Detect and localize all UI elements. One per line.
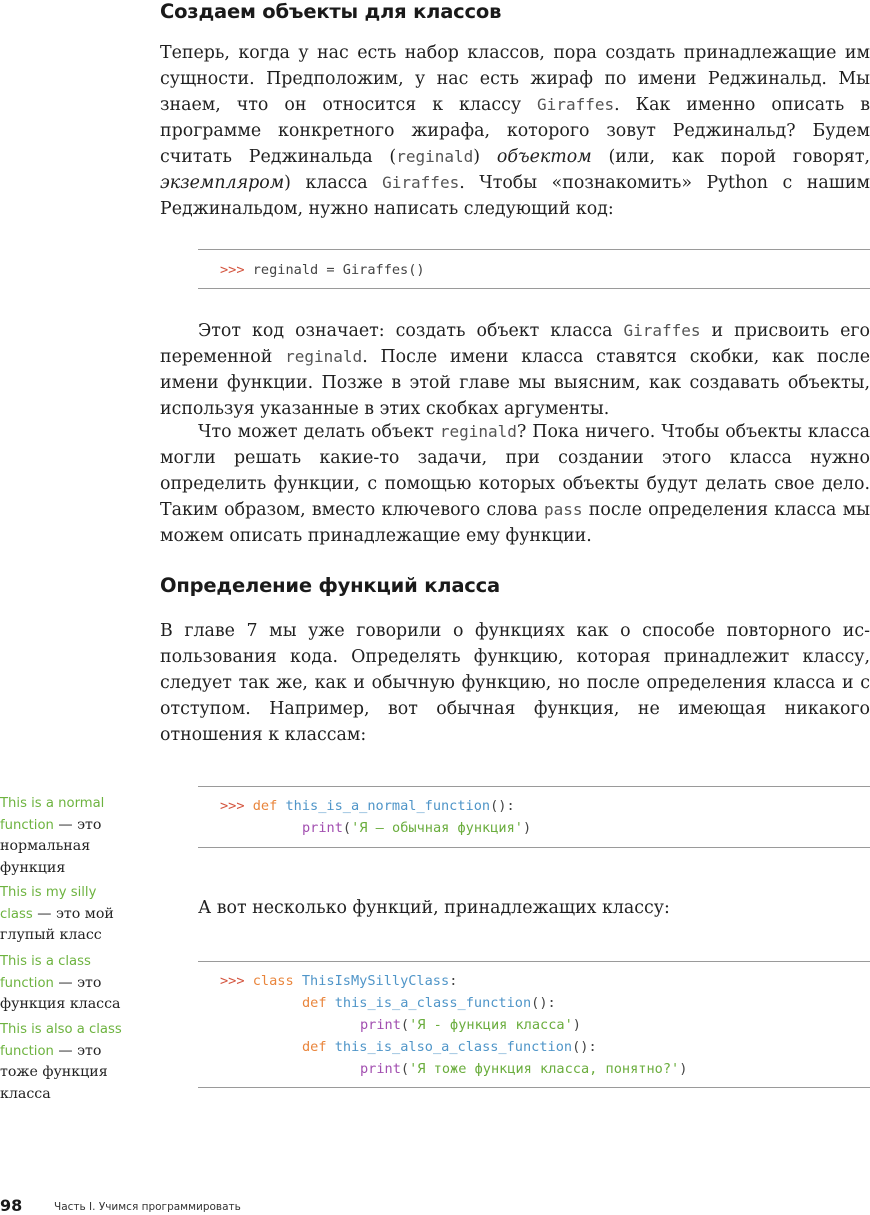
margin-note-silly-class xyxy=(0,882,128,947)
page-number: 98 xyxy=(0,1196,23,1215)
margin-note-en: This is a normal function xyxy=(0,796,105,833)
margin-note-en: This is my silly class xyxy=(0,885,97,922)
margin-note-ru: — это нормальная функция xyxy=(0,816,102,876)
emphasis: экземпляром xyxy=(160,173,285,193)
code-string: 'Я - функция класса' xyxy=(409,1017,573,1033)
code-text: ) xyxy=(679,1061,688,1077)
text: Этот код означает: создать объект класса xyxy=(198,321,624,341)
code-text: ( xyxy=(400,1061,410,1077)
code-block-bottom-rule xyxy=(198,288,870,289)
code-text: (): xyxy=(572,1039,597,1055)
code-builtin: print xyxy=(302,820,343,836)
code-text: ) xyxy=(572,1017,581,1033)
code-block-bottom-rule xyxy=(198,1087,870,1088)
code-function-name: this_is_a_normal_function xyxy=(285,798,491,814)
code-line xyxy=(220,973,457,989)
section-title-create-objects: Создаем объекты для классов xyxy=(160,0,502,23)
code-prompt: >>> xyxy=(220,262,245,278)
paragraph-functions-intro: В главе 7 мы уже говорили о функциях как о способе повторного использования кода. Определять функцию, которая принадлежит классу, следует так же, как и обычную функцию, но после определения класса и с отступом. Например, вот обычная функция, не имеющая никакого отношения к классам: xyxy=(160,621,870,745)
margin-note-also-class-function xyxy=(0,1019,128,1105)
code-text: : xyxy=(449,973,458,989)
code-line xyxy=(220,798,515,814)
margin-note-ru: — это мой глупый класс xyxy=(0,905,114,943)
text: . После имени класса ставятся скобки, как после имени функции. Позже в этой главе мы выясним, как создавать объекты, используя указанные в этих скобках аргументы. xyxy=(160,347,870,419)
code-keyword: class xyxy=(252,973,294,989)
margin-note-ru: — это тоже функция класса xyxy=(0,1042,108,1102)
code-line xyxy=(302,1039,597,1055)
paragraph-intro xyxy=(160,40,870,222)
margin-note-class-function xyxy=(0,951,128,1016)
code-builtin: print xyxy=(360,1017,401,1033)
inline-code: pass xyxy=(544,500,583,519)
margin-note-normal-function xyxy=(0,793,128,879)
code-function-name: this_is_also_a_class_function xyxy=(334,1039,573,1055)
inline-code: Giraffes xyxy=(382,173,460,192)
code-block-bottom-rule xyxy=(198,847,870,848)
inline-code: reginald xyxy=(439,422,517,441)
code-text: (): xyxy=(490,798,515,814)
code-line xyxy=(360,1061,687,1077)
code-line xyxy=(220,262,425,278)
code-keyword: def xyxy=(302,995,327,1011)
text: . Как именно описать в программе конкретного жирафа, которого зовут Реджинальд? Будем считать Реджинальда ( xyxy=(160,95,870,167)
text: и присвоить его переменной xyxy=(160,321,870,367)
code-builtin: print xyxy=(360,1061,401,1077)
code-prompt: >>> xyxy=(220,798,245,814)
text: ) класса xyxy=(284,173,383,193)
code-string: 'Я — обычная функция' xyxy=(351,820,523,836)
text: Что может делать объект xyxy=(198,422,440,442)
code-line xyxy=(302,820,531,836)
code-text: ( xyxy=(400,1017,410,1033)
text: Теперь, когда у нас есть набор классов, пора создать принадлежащие им сущности. Предположим, у нас есть жираф по имени Реджинальд. Мы знаем, что он относится к классу xyxy=(160,43,870,115)
text: ? Пока ничего. Чтобы объекты класса могли решать какие-то задачи, при создании этого класса нужно определить функции, с помощью которых объекты будут делать свое дело. Таким образом, вместо ключевого слова xyxy=(160,422,870,520)
code-function-name: ThisIsMySillyClass xyxy=(301,973,450,989)
code-block-top-rule xyxy=(198,249,870,250)
code-text: ( xyxy=(342,820,352,836)
code-line xyxy=(360,1017,581,1033)
text: ) xyxy=(473,147,497,167)
paragraph-class-functions: А вот несколько функций, принадлежащих классу: xyxy=(198,898,670,918)
text: . Чтобы «познакомить» Python с нашим Реджинальдом, нужно написать следующий код: xyxy=(160,173,870,219)
code-text: reginald = Giraffes() xyxy=(244,262,425,278)
code-keyword: def xyxy=(302,1039,327,1055)
margin-note-en: This is also a class function xyxy=(0,1022,122,1059)
code-line xyxy=(302,995,556,1011)
inline-code: reginald xyxy=(396,147,474,166)
inline-code: reginald xyxy=(285,347,363,366)
code-text: (): xyxy=(531,995,556,1011)
code-block-top-rule xyxy=(198,786,870,787)
text: (или, как порой говорят, xyxy=(591,147,870,167)
margin-note-en: This is a class function xyxy=(0,954,91,991)
text: после определения класса мы можем описать принадлежащие ему функции. xyxy=(160,500,870,546)
code-function-name: this_is_a_class_function xyxy=(334,995,532,1011)
margin-note-ru: — это функция класса xyxy=(0,974,121,1012)
paragraph-object-abilities xyxy=(160,419,870,549)
code-prompt: >>> xyxy=(220,973,245,989)
emphasis: объектом xyxy=(496,147,592,167)
paragraph-object-meaning xyxy=(160,318,870,422)
section-title-class-functions: Определение функций класса xyxy=(160,574,500,597)
code-text: ) xyxy=(522,820,532,836)
inline-code: Giraffes xyxy=(623,321,701,340)
code-block-top-rule xyxy=(198,961,870,962)
inline-code: Giraffes xyxy=(537,95,615,114)
code-keyword: def xyxy=(252,798,278,814)
code-string: 'Я тоже функция класса, понятно?' xyxy=(409,1061,680,1077)
running-title: Часть I. Учимся программировать xyxy=(54,1201,241,1213)
